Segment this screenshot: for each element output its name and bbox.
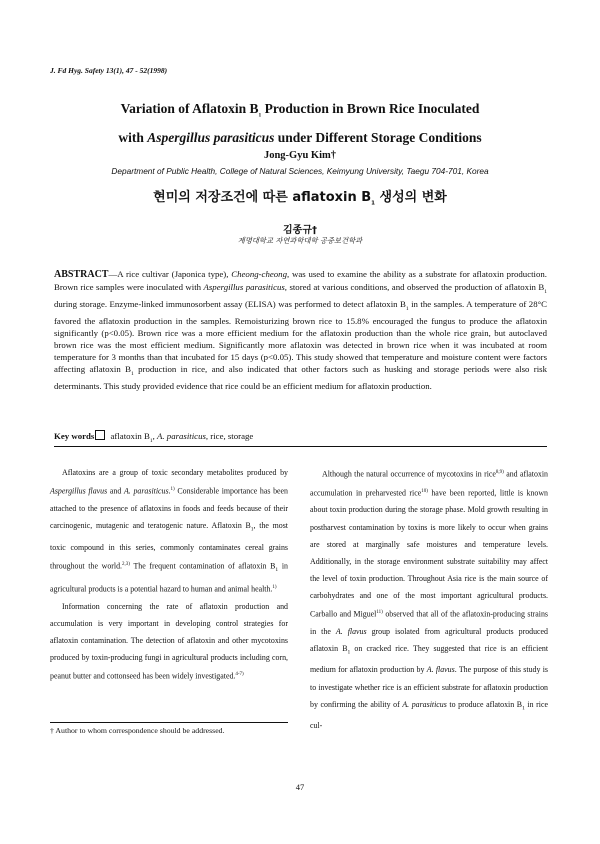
- body-subscript: 1: [522, 705, 525, 712]
- abstract-text: during storage. Enzyme-linked immunosorbent assay (ELISA) was performed to detect aflatoxin B: [54, 298, 406, 309]
- abstract-text: production in rice, and also indicated that other factors such as husking and storage periods were also risk determinants. This study provided evidence that rice could be an efficient medium for aflatoxin production.: [54, 364, 547, 391]
- korean-title: [0, 186, 600, 207]
- body-text: to produce aflatoxin B: [446, 699, 523, 709]
- body-italic: A. flavus: [335, 626, 367, 636]
- paragraph: [310, 464, 548, 734]
- abstract-dash: —: [108, 269, 118, 279]
- korean-affiliation: 계명대학교 자연과학대학 공중보건학과: [237, 236, 363, 245]
- body-text: Considerable importance has been attached to the presence of aflatoxins in foods and feeds because of their carcinogenic, mutagenic and teratogenic nature. Aflatoxin B: [50, 486, 289, 530]
- journal-citation: J. Fd Hyg. Safety 13(1), 47 - 52(1998): [50, 66, 168, 75]
- body-text: group isolated from agricultural products produced aflatoxin B: [310, 626, 548, 653]
- body-text: . The purpose of this study is to investigate whether rice is an efficient substrate for aflatoxin production by confirming the ability of: [310, 665, 548, 709]
- citation: 11): [376, 610, 383, 615]
- citation: 10): [421, 488, 428, 494]
- body-subscript: 1: [250, 526, 254, 533]
- citation: 2,3): [122, 561, 130, 567]
- body-text: observed that all of the aflatoxin-producing strains in the: [310, 609, 548, 636]
- body-text: Information concerning the rate of aflatoxin production and accumulation is very important in developing control strategies for aflatoxin contamination. The detection of aflatoxin and other mycotoxins produced by toxin-producing fungi in agricultural products including corn, peanut butter and cottonseed has been widely investigated.: [50, 601, 288, 681]
- body-text: have been reported, little is known about toxin production during the storage phase. Mold growth resulting in postharvest contamination by toxins is more likely to occur when grains are stored at marginally safe moistures and temperature levels. Additionally, in the storage environment substrate suitability may affect the level of toxin production. Throughout Asia rice is the main source of carbohydrates and one of the most important agricultural products. Carballo and Miguel: [310, 488, 549, 619]
- checkbox-icon: [95, 430, 105, 440]
- keywords-text: aflatoxin B: [108, 431, 150, 441]
- keywords-text: , rice, storage: [205, 431, 254, 441]
- abstract-subscript: 1: [131, 370, 134, 377]
- abstract-text: , stored at various conditions, and observed the production of aflatoxin B: [284, 282, 545, 293]
- body-italic: A. flavus: [426, 665, 455, 675]
- korean-title-subscript: 1: [371, 200, 375, 207]
- body-column-left: [50, 464, 288, 685]
- body-text: Aflatoxins are a group of toxic secondary metabolites produced by: [62, 468, 288, 477]
- body-text: on cracked rice. They suggested that rice is an efficient medium for aflatoxin production by: [310, 643, 549, 675]
- author-name: Jong-Gyu Kim†: [263, 150, 337, 161]
- body-text: and aflatoxin accumulation in preharvested rice: [310, 469, 549, 498]
- title-text: Production in Brown Rice Inoculated: [261, 101, 480, 116]
- citation: 4-7): [235, 672, 244, 678]
- paragraph: [50, 464, 288, 598]
- abstract-subscript: 1: [405, 305, 409, 312]
- korean-title-text: 현미의 저장조건에 따른 aflatoxin B: [153, 190, 372, 205]
- footnote-divider: [50, 722, 288, 723]
- abstract-heading: ABSTRACT: [54, 269, 109, 280]
- korean-author-name: 김종규†: [283, 225, 317, 236]
- korean-title-text: 생성의 변화: [375, 190, 447, 205]
- abstract: [54, 268, 547, 392]
- abstract-italic: Cheong-cheong: [231, 269, 287, 279]
- page-number: 47: [295, 782, 305, 792]
- body-column-right: [310, 464, 548, 734]
- body-text: , the most toxic compound in this series, commonly contaminates cereal grains throughout the world.: [50, 520, 288, 571]
- body-text: Although the natural occurrence of mycotoxins in rice: [322, 469, 496, 479]
- keywords-italic: A. parasiticus: [157, 431, 206, 441]
- body-italic: Aspergillus flavus: [50, 486, 108, 496]
- citation: 1): [170, 487, 175, 493]
- body-text: .: [168, 486, 171, 496]
- keywords-label: Key words: [54, 431, 95, 441]
- title-italic: Aspergillus parasiticus: [147, 129, 275, 145]
- abstract-text: in the samples. A temperature of 28°C favored the aflatoxin production in the samples. Remoisturizing brown rice to 15.8% encouraged the fungus to produce the aflatoxin significantly (p<0.05). Brown rice was a more efficient medium for the aflatoxin production than the whole rice grain, but autoclaved brown rice was the most efficient medium. Significantly more aflatoxin was detected in brown rice when it was incubated at room temperature for 3 months than that incubated for 15 days (p<0.05). This study showed that temperature and moisture content were factors affecting aflatoxin B: [54, 298, 547, 375]
- abstract-subscript: 1: [544, 288, 547, 295]
- keywords-text: ,: [152, 431, 158, 441]
- abstract-text: A rice cultivar (Japonica type),: [117, 269, 232, 279]
- title-text: under Different Storage Conditions: [274, 129, 482, 145]
- body-text: The frequent contamination of aflatoxin B: [129, 561, 276, 571]
- body-text: and: [107, 486, 124, 496]
- title-text: with: [118, 129, 148, 145]
- body-italic: A. parasiticus: [123, 486, 169, 496]
- keywords-subscript: 1: [149, 437, 153, 444]
- abstract-text: , was used to examine the ability as a substrate for aflatoxin production. Brown rice samples were inoculated with: [54, 269, 547, 293]
- paragraph: [50, 598, 288, 685]
- body-subscript: 1: [275, 566, 279, 573]
- citation: 8,9): [495, 470, 504, 475]
- body-text: in rice cul-: [310, 699, 548, 731]
- keywords: [54, 430, 547, 444]
- body-text: in agricultural products is a potential hazard to human and animal health.: [50, 561, 288, 594]
- abstract-italic: Aspergillus parasiticus: [203, 282, 285, 293]
- footnote: † Author to whom correspondence should be addressed.: [50, 726, 225, 735]
- author-affiliation: Department of Public Health, College of Natural Sciences, Keimyung University, Taegu 704-701, Korea: [111, 166, 489, 176]
- section-divider: [54, 446, 547, 447]
- paper-title: [40, 98, 560, 149]
- citation: 1): [272, 584, 277, 590]
- body-subscript: 1: [347, 649, 351, 656]
- body-italic: A. parasiticus: [402, 699, 447, 709]
- title-subscript: 1: [258, 112, 262, 119]
- title-text: Variation of Aflatoxin B: [120, 101, 259, 116]
